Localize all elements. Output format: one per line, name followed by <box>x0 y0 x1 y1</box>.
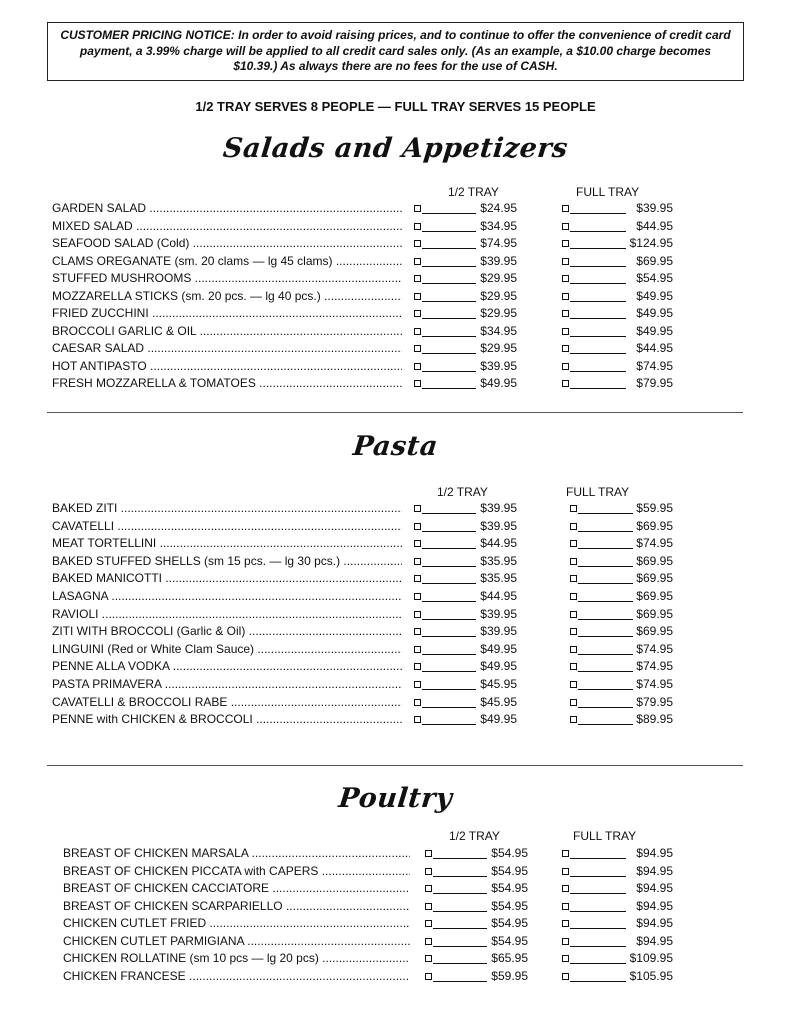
full-tray-price: $94.95 <box>636 898 673 913</box>
menu-item-row <box>0 880 791 897</box>
menu-item-row <box>0 606 791 623</box>
full-tray-price: $54.95 <box>636 271 673 285</box>
menu-item-row <box>0 950 791 967</box>
checkbox-icon <box>425 850 432 857</box>
checkbox-icon <box>414 716 421 723</box>
half-tray-price: $54.95 <box>491 916 528 930</box>
item-name: CHICKEN CUTLET FRIED ..... <box>63 915 410 932</box>
half-tray-price: $39.95 <box>480 518 517 533</box>
half-tray-header: 1/2 TRAY <box>448 185 499 199</box>
half-tray-price: $24.95 <box>480 201 517 215</box>
full-tray-price: $69.95 <box>636 589 673 603</box>
menu-item-row <box>0 288 791 305</box>
checkbox-icon <box>414 611 421 618</box>
checkbox-icon <box>414 540 421 547</box>
menu-item-row <box>0 898 791 915</box>
checkbox-icon <box>562 275 569 282</box>
checkbox-icon <box>570 523 577 530</box>
full-tray-price: $109.95 <box>629 951 673 965</box>
checkbox-icon <box>414 258 421 265</box>
half-tray-price: $39.95 <box>480 624 517 639</box>
full-tray-price: $94.95 <box>636 846 673 860</box>
menu-item-row <box>0 570 791 587</box>
pricing-notice <box>47 22 744 81</box>
full-tray-price: $44.95 <box>636 341 673 355</box>
section-title-salads: Salads and Appetizers <box>221 133 570 164</box>
half-tray-price: $45.95 <box>480 677 517 691</box>
checkbox-icon <box>425 973 432 980</box>
item-name: MEAT TORTELLINI ..... <box>52 535 402 552</box>
item-name: BAKED MANICOTTI ..... <box>52 570 402 587</box>
half-tray-price: $35.95 <box>480 571 517 586</box>
half-tray-price: $39.95 <box>480 501 517 515</box>
checkbox-icon <box>414 558 421 565</box>
checkbox-icon <box>414 663 421 670</box>
menu-item-row <box>0 641 791 658</box>
checkbox-icon <box>562 973 569 980</box>
item-name: CLAMS OREGANATE (sm. 20 clams — lg 45 clams) ..... <box>52 253 402 270</box>
menu-item-row <box>0 500 791 517</box>
full-tray-header: FULL TRAY <box>566 485 630 499</box>
checkbox-icon <box>414 593 421 600</box>
checkbox-icon <box>562 345 569 352</box>
checkbox-icon <box>570 628 577 635</box>
section-divider <box>47 412 743 413</box>
half-tray-price: $54.95 <box>491 846 528 860</box>
menu-item-row <box>0 694 791 711</box>
full-tray-price: $59.95 <box>636 501 673 515</box>
half-tray-price: $29.95 <box>480 271 517 285</box>
item-name: PASTA PRIMAVERA ..... <box>52 676 402 693</box>
menu-item-row <box>0 253 791 270</box>
checkbox-icon <box>562 258 569 265</box>
full-tray-price: $69.95 <box>636 253 673 268</box>
half-tray-price: $39.95 <box>480 253 517 268</box>
menu-item-row <box>0 340 791 357</box>
full-tray-price: $69.95 <box>636 518 673 533</box>
checkbox-icon <box>414 646 421 653</box>
item-name: FRESH MOZZARELLA & TOMATOES ..... <box>52 375 402 392</box>
half-tray-header: 1/2 TRAY <box>449 829 500 843</box>
checkbox-icon <box>414 328 421 335</box>
checkbox-icon <box>425 920 432 927</box>
checkbox-icon <box>562 938 569 945</box>
checkbox-icon <box>414 275 421 282</box>
full-tray-price: $69.95 <box>636 553 673 568</box>
full-tray-price: $124.95 <box>629 236 673 250</box>
checkbox-icon <box>414 240 421 247</box>
item-name: PENNE with CHICKEN & BROCCOLI ..... <box>52 711 402 728</box>
menu-item-row <box>0 535 791 552</box>
checkbox-icon <box>562 310 569 317</box>
full-tray-price: $69.95 <box>636 571 673 586</box>
checkbox-icon <box>570 505 577 512</box>
half-tray-price: $74.95 <box>480 236 517 250</box>
item-name: RAVIOLI ..... <box>52 606 402 623</box>
checkbox-icon <box>414 699 421 706</box>
checkbox-icon <box>414 681 421 688</box>
full-tray-price: $39.95 <box>636 201 673 215</box>
checkbox-icon <box>414 205 421 212</box>
full-tray-price: $94.95 <box>636 916 673 930</box>
half-tray-price: $29.95 <box>480 306 517 320</box>
checkbox-icon <box>570 593 577 600</box>
full-tray-price: $79.95 <box>636 376 673 390</box>
item-name: BREAST OF CHICKEN PICCATA with CAPERS ..... <box>63 863 410 880</box>
notice-text: In order to avoid raising prices, and to continue to offer the convenience of credit card payment, a 3.99% charge will be applied to all credit card sales only. (As an example, a $10.00 charge becomes $10.39.) As always there are no fees for the use of CASH. <box>79 28 731 73</box>
item-name: BREAST OF CHICKEN SCARPARIELLO ..... <box>63 898 410 915</box>
half-tray-price: $54.95 <box>491 898 528 913</box>
checkbox-icon <box>562 955 569 962</box>
item-name: FRIED ZUCCHINI ..... <box>52 305 402 322</box>
checkbox-icon <box>414 505 421 512</box>
half-tray-price: $54.95 <box>491 881 528 895</box>
half-tray-price: $34.95 <box>480 323 517 338</box>
checkbox-icon <box>562 885 569 892</box>
full-tray-price: $79.95 <box>636 694 673 709</box>
checkbox-icon <box>570 611 577 618</box>
checkbox-icon <box>562 205 569 212</box>
item-name: STUFFED MUSHROOMS ..... <box>52 270 402 287</box>
full-tray-price: $74.95 <box>636 641 673 656</box>
checkbox-icon <box>414 310 421 317</box>
checkbox-icon <box>562 223 569 230</box>
full-tray-price: $94.95 <box>636 933 673 948</box>
half-tray-price: $54.95 <box>491 933 528 948</box>
checkbox-icon <box>414 345 421 352</box>
checkbox-icon <box>425 868 432 875</box>
half-tray-price: $35.95 <box>480 553 517 568</box>
full-tray-price: $49.95 <box>636 288 673 303</box>
full-tray-header: FULL TRAY <box>573 829 637 843</box>
menu-item-row <box>0 623 791 640</box>
menu-item-row <box>0 323 791 340</box>
half-tray-price: $39.95 <box>480 606 517 621</box>
full-tray-price: $94.95 <box>636 863 673 878</box>
half-tray-price: $29.95 <box>480 288 517 303</box>
full-tray-price: $74.95 <box>636 659 673 674</box>
checkbox-icon <box>414 523 421 530</box>
half-tray-price: $54.95 <box>491 863 528 878</box>
section-title-pasta: Pasta <box>351 431 440 462</box>
item-name: MIXED SALAD ..... <box>52 218 402 235</box>
checkbox-icon <box>562 240 569 247</box>
checkbox-icon <box>562 363 569 370</box>
checkbox-icon <box>570 540 577 547</box>
menu-item-row <box>0 305 791 322</box>
half-tray-price: $39.95 <box>480 358 517 373</box>
item-name: PENNE ALLA VODKA ..... <box>52 658 402 675</box>
menu-item-row <box>0 711 791 728</box>
full-tray-price: $44.95 <box>636 218 673 233</box>
item-name: CHICKEN CUTLET PARMIGIANA ..... <box>63 933 410 950</box>
menu-item-row <box>0 200 791 217</box>
menu-item-row <box>0 845 791 862</box>
menu-item-row <box>0 218 791 235</box>
checkbox-icon <box>570 681 577 688</box>
checkbox-icon <box>562 328 569 335</box>
checkbox-icon <box>414 628 421 635</box>
checkbox-icon <box>570 558 577 565</box>
item-name: MOZZARELLA STICKS (sm. 20 pcs. — lg 40 pcs.) ..... <box>52 288 402 305</box>
section-divider <box>47 765 743 766</box>
full-tray-price: $89.95 <box>636 712 673 727</box>
half-tray-price: $29.95 <box>480 341 517 355</box>
item-name: BAKED STUFFED SHELLS (sm 15 pcs. — lg 30 pcs.) ..... <box>52 553 402 570</box>
checkbox-icon <box>414 293 421 300</box>
item-name: LINGUINI (Red or White Clam Sauce) ..... <box>52 641 402 658</box>
checkbox-icon <box>414 575 421 582</box>
checkbox-icon <box>414 363 421 370</box>
checkbox-icon <box>425 885 432 892</box>
half-tray-price: $49.95 <box>480 641 517 656</box>
half-tray-price: $34.95 <box>480 218 517 233</box>
item-name: GARDEN SALAD ..... <box>52 200 402 217</box>
full-tray-price: $105.95 <box>629 968 673 983</box>
serving-info: 1/2 TRAY SERVES 8 PEOPLE — FULL TRAY SERVES 15 PEOPLE <box>195 99 596 114</box>
checkbox-icon <box>570 699 577 706</box>
full-tray-price: $74.95 <box>636 358 673 373</box>
checkbox-icon <box>562 903 569 910</box>
full-tray-price: $49.95 <box>636 323 673 338</box>
notice-label: CUSTOMER PRICING NOTICE: <box>60 28 235 42</box>
menu-item-row <box>0 863 791 880</box>
menu-item-row <box>0 553 791 570</box>
menu-item-row <box>0 518 791 535</box>
menu-item-row <box>0 235 791 252</box>
checkbox-icon <box>570 663 577 670</box>
checkbox-icon <box>425 903 432 910</box>
menu-item-row <box>0 968 791 985</box>
item-name: CHICKEN ROLLATINE (sm 10 pcs — lg 20 pcs) ..... <box>63 950 410 967</box>
half-tray-header: 1/2 TRAY <box>437 485 488 499</box>
menu-item-row <box>0 375 791 392</box>
half-tray-price: $44.95 <box>480 536 517 551</box>
half-tray-price: $49.95 <box>480 712 517 727</box>
item-name: BREAST OF CHICKEN MARSALA ..... <box>63 845 410 862</box>
full-tray-price: $69.95 <box>636 624 673 639</box>
checkbox-icon <box>425 938 432 945</box>
menu-item-row <box>0 270 791 287</box>
item-name: CAESAR SALAD ..... <box>52 340 402 357</box>
item-name: SEAFOOD SALAD (Cold) ..... <box>52 235 402 252</box>
half-tray-price: $49.95 <box>480 376 517 390</box>
menu-item-row <box>0 588 791 605</box>
item-name: ZITI WITH BROCCOLI (Garlic & Oil) ..... <box>52 623 402 640</box>
checkbox-icon <box>570 575 577 582</box>
item-name: CHICKEN FRANCESE ..... <box>63 968 410 985</box>
menu-item-row <box>0 358 791 375</box>
item-name: HOT ANTIPASTO ..... <box>52 358 402 375</box>
half-tray-price: $49.95 <box>480 659 517 674</box>
item-name: BAKED ZITI ..... <box>52 500 402 517</box>
item-name: LASAGNA ..... <box>52 588 402 605</box>
full-tray-price: $74.95 <box>636 536 673 551</box>
full-tray-price: $69.95 <box>636 606 673 621</box>
menu-item-row <box>0 676 791 693</box>
full-tray-header: FULL TRAY <box>576 185 640 199</box>
checkbox-icon <box>562 380 569 387</box>
checkbox-icon <box>562 868 569 875</box>
item-name: BREAST OF CHICKEN CACCIATORE ..... <box>63 880 410 897</box>
menu-item-row <box>0 658 791 675</box>
item-name: CAVATELLI & BROCCOLI RABE ..... <box>52 694 402 711</box>
full-tray-price: $74.95 <box>636 677 673 691</box>
full-tray-price: $49.95 <box>636 306 673 320</box>
half-tray-price: $44.95 <box>480 589 517 603</box>
checkbox-icon <box>570 716 577 723</box>
half-tray-price: $65.95 <box>491 951 528 965</box>
checkbox-icon <box>425 955 432 962</box>
menu-item-row <box>0 933 791 950</box>
half-tray-price: $59.95 <box>491 968 528 983</box>
half-tray-price: $45.95 <box>480 694 517 709</box>
menu-item-row <box>0 915 791 932</box>
checkbox-icon <box>562 920 569 927</box>
section-title-poultry: Poultry <box>337 783 454 814</box>
item-name: BROCCOLI GARLIC & OIL ..... <box>52 323 402 340</box>
checkbox-icon <box>562 850 569 857</box>
checkbox-icon <box>570 646 577 653</box>
checkbox-icon <box>414 223 421 230</box>
checkbox-icon <box>414 380 421 387</box>
checkbox-icon <box>562 293 569 300</box>
full-tray-price: $94.95 <box>636 881 673 895</box>
item-name: CAVATELLI ..... <box>52 518 402 535</box>
